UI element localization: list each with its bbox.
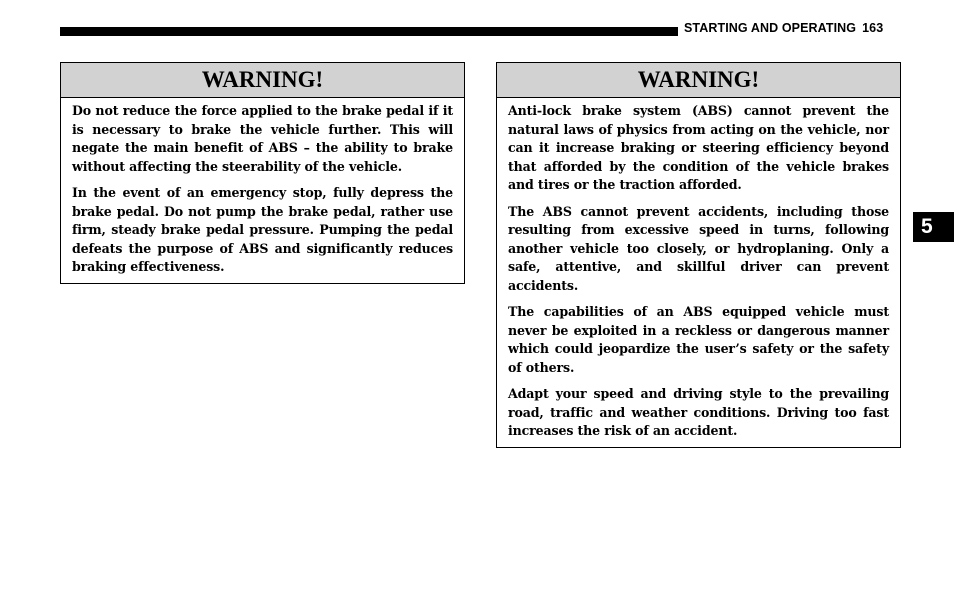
chapter-tab: 5 xyxy=(913,212,954,242)
section-title: STARTING AND OPERATING xyxy=(684,21,857,35)
warning-paragraph: Adapt your speed and driving style to the prevailing road, traffic and weather conditions. Driving too fast increases the risk of an accident. xyxy=(508,386,889,438)
running-header xyxy=(684,21,904,35)
warning-title: WARNING! xyxy=(497,63,900,98)
warning-box-left xyxy=(60,62,465,284)
warning-body xyxy=(61,98,464,283)
header-rule xyxy=(60,27,678,36)
warning-body xyxy=(497,98,900,447)
warning-paragraph: Anti-lock brake system (ABS) cannot prevent the natural laws of physics from acting on the vehicle, nor can it increase braking or steering efficiency beyond that afforded by the condition of the vehicle brakes and tires or the traction afforded. xyxy=(508,103,889,192)
warning-paragraph: In the event of an emergency stop, fully depress the brake pedal. Do not pump the brake pedal, rather use firm, steady brake pedal pressure. Pumping the pedal defeats the purpose of ABS and significantly reduces braking effectiveness. xyxy=(72,185,453,274)
warning-paragraph: The ABS cannot prevent accidents, including those resulting from excessive speed in turns, following another vehicle too closely, or hydroplaning. Only a safe, attentive, and skillful driver can prevent accidents. xyxy=(508,203,889,293)
warning-title: WARNING! xyxy=(61,63,464,98)
page-number: 163 xyxy=(862,21,884,35)
warning-paragraph: The capabilities of an ABS equipped vehicle must never be exploited in a reckless or dangerous manner which could jeopardize the user’s safety or the safety of others. xyxy=(508,304,889,375)
warning-paragraph: Do not reduce the force applied to the brake pedal if it is necessary to brake the vehicle further. This will negate the main benefit of ABS – the ability to brake without affecting the steerability of the vehicle. xyxy=(72,103,453,174)
warning-box-right xyxy=(496,62,901,448)
